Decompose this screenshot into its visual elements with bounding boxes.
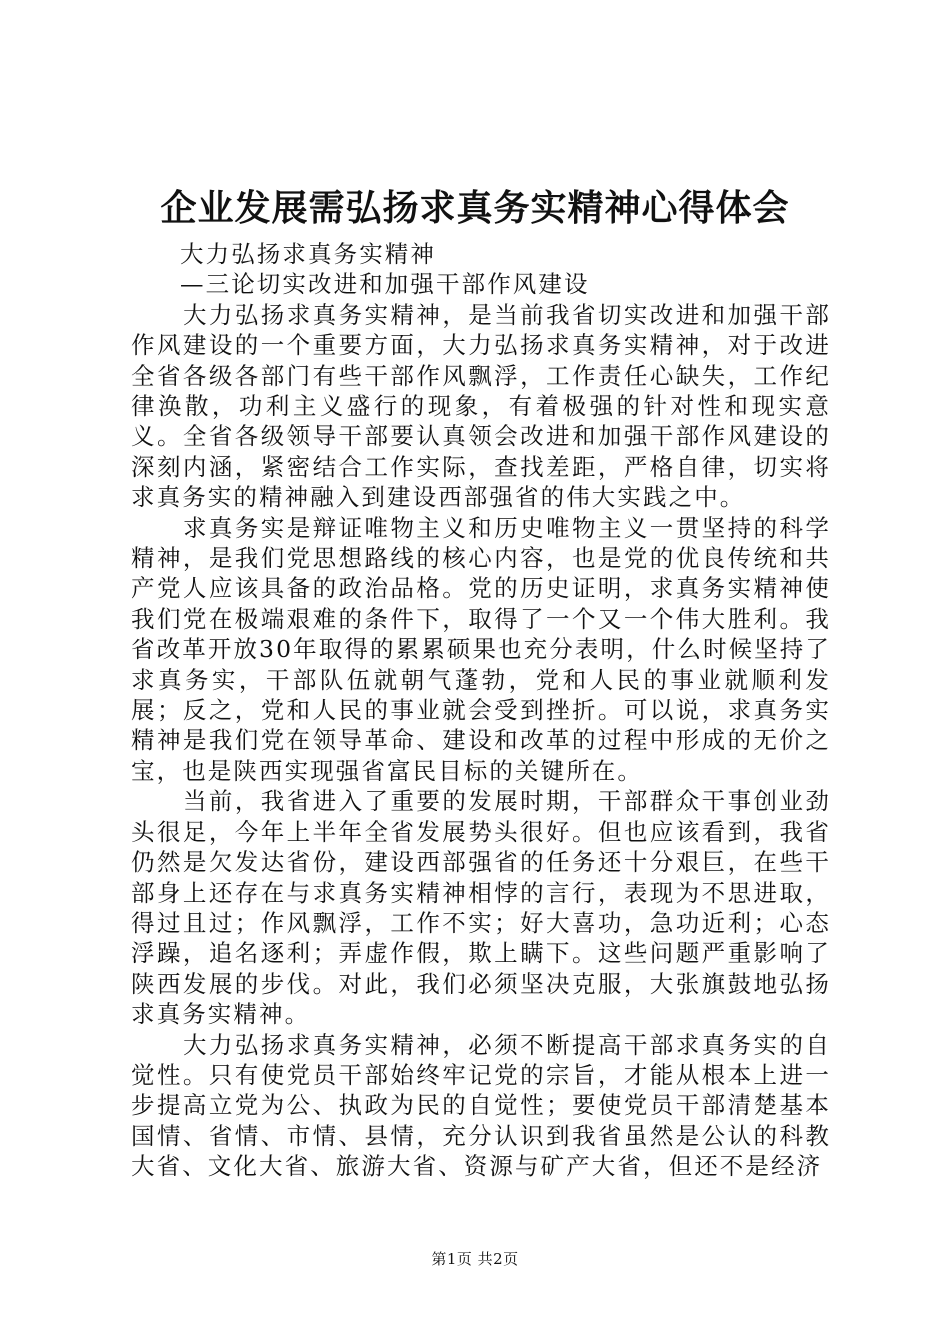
paragraph: 求真务实是辩证唯物主义和历史唯物主义一贯坚持的科学精神，是我们党思想路线的核心内容，也是党的优良传统和共产党人应该具备的政治品格。党的历史证明，求真务实精神使我们党在极端艰难的条件下，取得了一个又一个伟大胜利。我省改革开放30年取得的累累硕果也充分表明，什么时候坚持了求真务实，干部队伍就朝气蓬勃，党和人民的事业就顺利发展；反之，党和人民的事业就会受到挫折。可以说，求真务实精神是我们党在领导革命、建设和改革的过程中形成的无价之宝，也是陕西实现强省富民目标的关键所在。 <box>131 513 831 785</box>
paragraph: 当前，我省进入了重要的发展时期，干部群众干事创业劲头很足，今年上半年全省发展势头很好。但也应该看到，我省仍然是欠发达省份，建设西部强省的任务还十分艰巨，在些干部身上还存在与求真务实精神相悖的言行，表现为不思进取，得过且过；作风飘浮，工作不实；好大喜功，急功近利；心态浮躁，追名逐利；弄虚作假，欺上瞒下。这些问题严重影响了陕西发展的步伐。对此，我们必须坚决克服，大张旗鼓地弘扬求真务实精神。 <box>131 787 831 1029</box>
subheading: 大力弘扬求真务实精神 <box>180 240 436 268</box>
document-title: 企业发展需弘扬求真务实精神心得体会 <box>160 187 790 229</box>
page-footer: 第1页 共2页 <box>431 1250 519 1268</box>
paragraph: 大力弘扬求真务实精神，必须不断提高干部求真务实的自觉性。只有使党员干部始终牢记党的宗旨，才能从根本上进一步提高立党为公、执政为民的自觉性；要使党员干部清楚基本国情、省情、市情、县情，充分认识到我省虽然是公认的科教大省、文化大省、旅游大省、资源与矿产大省，但还不是经济 <box>131 1030 831 1181</box>
paragraph: 大力弘扬求真务实精神，是当前我省切实改进和加强干部作风建设的一个重要方面，大力弘扬求真务实精神，对于改进全省各级各部门有些干部作风飘浮，工作责任心缺失，工作纪律涣散，功利主义盛行的现象，有着极强的针对性和现实意义。全省各级领导干部要认真领会改进和加强干部作风建设的深刻内涵，紧密结合工作实际，查找差距，严格自律，切实将求真务实的精神融入到建设西部强省的伟大实践之中。 <box>131 300 831 512</box>
subheading: —三论切实改进和加强干部作风建设 <box>180 270 590 299</box>
document-body <box>131 239 831 1182</box>
